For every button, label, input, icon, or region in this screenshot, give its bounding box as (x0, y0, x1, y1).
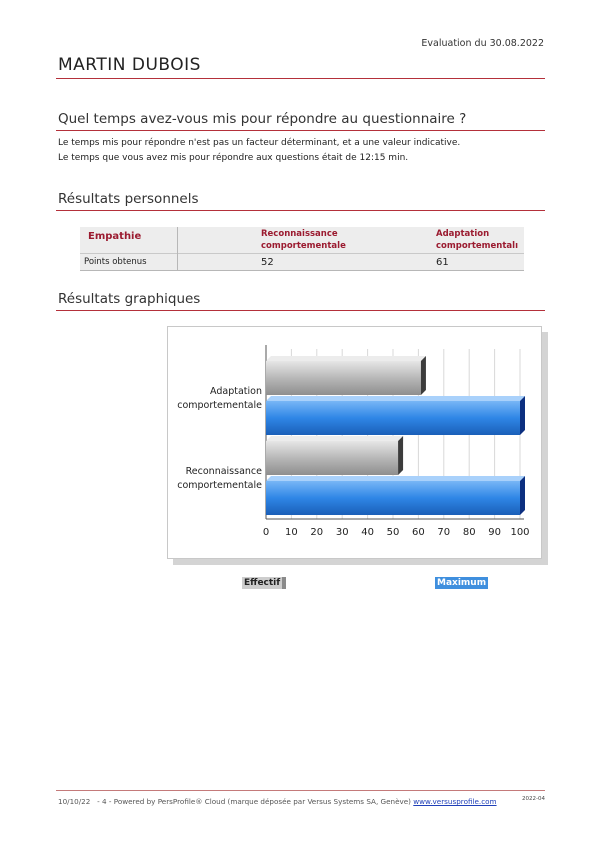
y-category-label: comportementale (177, 400, 262, 411)
bar-effectif-top (266, 356, 426, 361)
bar-maximum-side (520, 396, 525, 435)
x-tick-label: 100 (510, 527, 530, 538)
x-tick-label: 60 (412, 527, 425, 538)
chart-container (167, 326, 542, 559)
personal-results-divider (56, 210, 545, 211)
graphic-results-title: Résultats graphiques (58, 291, 201, 307)
bar-maximum-top (266, 476, 525, 481)
person-name: MARTIN DUBOIS (58, 55, 201, 75)
table-header-adaptation: Adaptation comportementalı (436, 229, 518, 251)
x-tick-label: 20 (310, 527, 324, 538)
x-tick-label: 90 (488, 527, 501, 538)
x-tick-label: 10 (285, 527, 298, 538)
bar-effectif (266, 361, 421, 395)
evaluation-date: Evaluation du 30.08.2022 (421, 38, 544, 49)
time-paragraph-line-2: Le temps que vous avez mis pour répondre aux questions était de 12:15 min. (58, 153, 409, 163)
bar-effectif-side (398, 436, 403, 475)
time-paragraph-line-1: Le temps mis pour répondre n'est pas un facteur déterminant, et a une valeur indicative. (58, 138, 461, 148)
bar-effectif (266, 441, 398, 475)
time-section-divider (56, 130, 545, 131)
x-tick-label: 80 (462, 527, 476, 538)
footer-version: 2022-04 (522, 796, 545, 802)
bar-effectif-top (266, 436, 403, 441)
bar-effectif-side (421, 356, 426, 395)
x-tick-label: 30 (335, 527, 349, 538)
bar-maximum (266, 401, 520, 435)
legend-maximum: Maximum (437, 578, 487, 588)
y-category-label: Reconnaissance (185, 466, 262, 477)
personal-results-title: Résultats personnels (58, 191, 199, 207)
x-tick-label: 40 (361, 527, 374, 538)
x-tick-label: 0 (262, 527, 270, 538)
bar-maximum-side (520, 476, 525, 515)
name-divider (56, 78, 545, 79)
table-row-label: Points obtenus (84, 257, 147, 267)
results-table (80, 227, 524, 271)
footer-text: 10/10/22 - 4 - Powered by PersProfile® Cloud (marque déposée par Versus Systems SA, Genève) www.versusprofile.com (58, 797, 497, 806)
table-corner-empathie: Empathie (88, 231, 142, 242)
footer-divider (56, 790, 545, 791)
x-tick-label: 50 (386, 527, 400, 538)
table-value-adaptation: 61 (436, 257, 449, 268)
table-header-reconnaissance: Reconnaissance comportementale (261, 229, 346, 251)
bar-maximum-top (266, 396, 525, 401)
bar-maximum (266, 481, 520, 515)
footer-link[interactable]: www.versusprofile.com (413, 797, 497, 806)
legend-effectif: Effectif (242, 577, 286, 589)
table-value-reconnaissance: 52 (261, 257, 274, 268)
graphic-results-divider (56, 310, 545, 311)
x-tick-label: 70 (437, 527, 451, 538)
bar-chart (168, 327, 541, 558)
y-category-label: comportementale (177, 480, 262, 491)
y-category-label: Adaptation (210, 386, 262, 397)
time-section-title: Quel temps avez-vous mis pour répondre au questionnaire ? (58, 111, 467, 127)
